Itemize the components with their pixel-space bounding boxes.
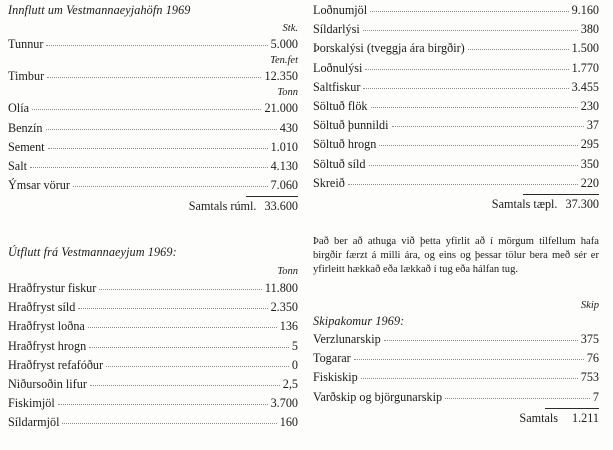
unit-label: Skip [580, 300, 599, 311]
total-value: 33.600 [264, 199, 298, 214]
table-row [8, 67, 298, 86]
dot-leader [468, 48, 569, 50]
total-value: 1.211 [572, 410, 599, 425]
row-label: Fiskiskip [313, 370, 358, 385]
table-row [8, 157, 298, 176]
dot-leader [392, 125, 584, 127]
row-label: Hraðfryst síld [8, 300, 76, 315]
dot-leader [379, 144, 577, 146]
exports-heading: Útflutt frá Vestmannaeyjum 1969: [8, 245, 177, 259]
row-value: 380 [580, 22, 599, 37]
row-value: 76 [586, 351, 599, 366]
row-label: Salt [8, 158, 27, 173]
dot-leader [99, 288, 262, 290]
table-row [8, 298, 298, 317]
row-label: Tunnur [8, 37, 44, 51]
row-value: 0 [291, 357, 298, 372]
row-value: 2.350 [270, 300, 298, 315]
imports-heading: Innflutt um Vestmannaeyjahöfn 1969 [8, 3, 191, 17]
row-label: Skreið [313, 175, 345, 190]
row-value: 12.350 [264, 69, 298, 84]
row-label: Sement [8, 139, 45, 154]
row-label: Benzín [8, 120, 43, 135]
imports-table [8, 22, 298, 216]
row-label: Söltuð hrogn [313, 137, 377, 152]
dot-leader [90, 384, 280, 386]
table-row [313, 20, 599, 39]
table-row [313, 39, 599, 58]
unit-label: Tonn [277, 266, 298, 277]
row-label: Hraðfryst loðna [8, 319, 85, 334]
row-label: Saltfiskur [313, 79, 361, 94]
row-label: Hraðfryst hrogn [8, 338, 87, 353]
dot-leader [47, 76, 261, 78]
table-row [8, 337, 298, 356]
row-value: 1.010 [270, 139, 298, 154]
dot-leader [88, 326, 277, 328]
row-value: 350 [580, 156, 599, 171]
row-label: Loðnulýsi [313, 60, 363, 75]
row-value: 220 [580, 175, 599, 190]
row-value: 9.160 [571, 3, 599, 17]
row-value: 2,5 [282, 376, 298, 391]
total-row [313, 409, 599, 428]
row-label: Togarar [313, 351, 351, 366]
row-value: 5 [291, 338, 298, 353]
table-row [313, 368, 599, 387]
row-value: 430 [279, 120, 298, 135]
table-row [8, 35, 298, 54]
row-label: Söltuð þunnildi [313, 118, 389, 133]
table-row [313, 78, 599, 97]
dot-leader [62, 422, 276, 424]
row-label: Þorskalýsi (tveggja ára birgðir) [313, 41, 465, 56]
row-value: 3.455 [571, 79, 599, 94]
ships-table [313, 299, 599, 428]
row-value: 11.800 [264, 281, 298, 295]
row-value: 7 [592, 389, 599, 404]
row-value: 136 [279, 319, 298, 334]
dot-leader [89, 346, 289, 348]
row-label: Söltuð síld [313, 156, 366, 171]
dot-leader [384, 339, 578, 341]
dot-leader [371, 106, 578, 108]
row-label: Ýmsar vörur [8, 178, 70, 193]
note-paragraph: Það ber að athuga við þetta yfirlit að í mörgum tilfellum hafa birgðir færzt á milli ára, og eins og þessar tölur bera með sér er yfirleitt hækkað eða lækkað í tug eða hálfan tug. [313, 236, 599, 275]
total-row [8, 197, 298, 216]
row-label: Síldarmjöl [8, 415, 60, 430]
table-row [8, 279, 298, 298]
table-row [313, 155, 599, 174]
dot-leader [46, 44, 267, 46]
table-row [8, 317, 298, 336]
row-label: Hraðfrystur fiskur [8, 281, 97, 295]
ships-heading: Skipakomur 1969: [313, 314, 405, 328]
dot-leader [365, 68, 568, 70]
row-value: 1.500 [571, 41, 599, 56]
row-value: 21.000 [264, 101, 298, 116]
dot-leader [348, 183, 578, 185]
row-label: Loðnumjöl [313, 3, 368, 17]
table-row [313, 135, 599, 154]
row-label: Timbur [8, 69, 45, 84]
dot-leader [106, 365, 289, 367]
table-row [313, 388, 599, 407]
table-row [8, 375, 298, 394]
total-label: Samtals rúml. [188, 199, 257, 214]
dot-leader [46, 128, 277, 130]
total-label: Samtals tæpl. [491, 196, 558, 211]
table-row [8, 99, 298, 118]
dot-leader [369, 164, 578, 166]
dot-leader [58, 403, 268, 405]
row-label: Varðskip og björgunarskip [313, 389, 443, 404]
row-value: 375 [580, 332, 599, 346]
row-value: 3.700 [270, 396, 298, 411]
row-label: Fiskimjöl [8, 396, 55, 411]
dot-leader [354, 358, 584, 360]
table-row [8, 394, 298, 413]
dot-leader [32, 108, 262, 110]
row-label: Söltuð flök [313, 98, 368, 113]
dot-leader [78, 307, 267, 309]
total-row [313, 195, 599, 214]
dot-leader [363, 29, 578, 31]
exports-table [8, 265, 298, 433]
row-value: 753 [580, 370, 599, 385]
dot-leader [73, 185, 268, 187]
table-row [313, 1, 599, 20]
table-row [8, 119, 298, 138]
table-row [313, 97, 599, 116]
table-row [313, 116, 599, 135]
table-row [8, 356, 298, 375]
row-value: 4.130 [270, 158, 298, 173]
row-value: 295 [580, 137, 599, 152]
row-value: 37 [586, 118, 599, 133]
table-row [313, 330, 599, 349]
dot-leader [361, 377, 578, 379]
unit-label: Ten.fet [270, 55, 298, 67]
dot-leader [370, 10, 568, 12]
table-row [313, 349, 599, 368]
dot-leader [48, 147, 268, 149]
row-value: 7.060 [270, 178, 298, 193]
table-row [8, 138, 298, 157]
row-label: Síldarlýsi [313, 22, 360, 37]
table-row [8, 413, 298, 432]
exports-continued-table [313, 1, 599, 214]
dot-leader [445, 397, 590, 399]
unit-label: Tonn [277, 87, 298, 99]
row-label: Verzlunarskip [313, 332, 381, 346]
table-row [313, 59, 599, 78]
table-row [313, 174, 599, 193]
table-row [8, 176, 298, 195]
row-value: 1.770 [571, 60, 599, 75]
row-value: 230 [580, 98, 599, 113]
total-value: 37.300 [565, 196, 599, 211]
dot-leader [363, 87, 568, 89]
row-label: Niðursoðin lifur [8, 376, 87, 391]
row-label: Hraðfryst refafóður [8, 357, 104, 372]
dot-leader [30, 166, 268, 168]
unit-label: Stk. [282, 23, 298, 34]
total-label: Samtals [519, 410, 559, 425]
row-label: Olía [8, 101, 29, 116]
row-value: 160 [279, 415, 298, 430]
row-value: 5.000 [270, 37, 298, 51]
